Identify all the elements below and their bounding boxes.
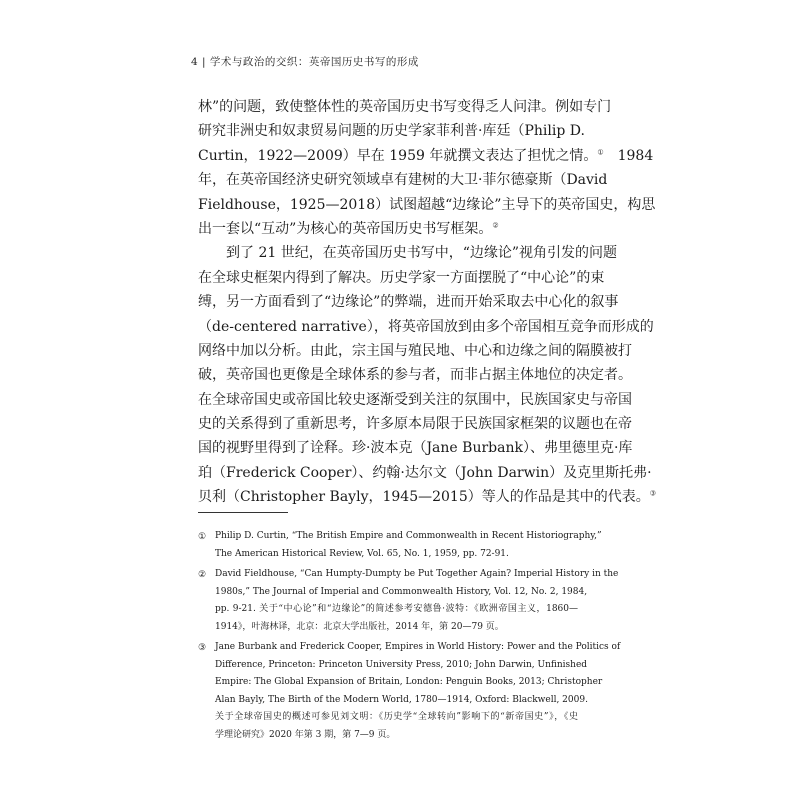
text-line: 破，英帝国也更像是全球体系的参与者，而非占据主体地位的决定者。 <box>198 367 632 384</box>
footnote-line: 关于全球帝国史的概述可参见刘文明：《历史学“全球转向”影响下的“新帝国史”》，《史 <box>215 712 578 722</box>
text-line: 林”的问题，致使整体性的英帝国历史书写变得乏人问津。例如专门 <box>198 99 612 115</box>
footnote-line: Difference, Princeton: Princeton University Press, 2010; John Darwin, Unfinished <box>215 659 588 670</box>
text-line <box>198 217 578 241</box>
footnote-mark: ① <box>198 532 207 542</box>
text-line <box>198 485 657 509</box>
footnote-line: Jane Burbank and Frederick Cooper, Empires in World History: Power and the Politics of <box>215 642 621 652</box>
text-span: 贝利（Christopher Bayly，1945—2015）等人的作品是其中的代表。 <box>198 489 650 506</box>
footnote-1 <box>198 528 602 563</box>
text-line: 国的视野里得到了诠释。珍·波本克（Jane Burbank）、弗里德里克·库 <box>198 440 633 457</box>
text-line: 年，在英帝国经济史研究领域卓有建树的大卫·菲尔德豪斯（David <box>198 172 608 189</box>
footnote-ref[interactable]: ① <box>597 148 604 157</box>
footnote-divider <box>198 512 288 513</box>
main-text <box>198 95 657 510</box>
text-line: 珀（Frederick Cooper）、约翰·达尔文（John Darwin）及克里斯托弗· <box>198 464 652 481</box>
paragraph-1 <box>198 95 656 241</box>
paragraph-2 <box>198 241 657 509</box>
text-line <box>198 144 654 168</box>
running-header: 4 | 学术与政治的交织：英帝国历史书写的形成 <box>191 56 419 68</box>
text-line: 到了 21 世纪，在英帝国历史书写中，“边缘论”视角引发的问题 <box>226 245 618 262</box>
text-span: Curtin，1922—2009）早在 1959 年就撰文表达了担忧之情。 <box>198 147 598 164</box>
text-line: 史的关系得到了重新思考，许多原本局限于民族国家框架的议题也在帝 <box>198 416 632 433</box>
footnote-2 <box>198 566 619 636</box>
text-line: 在全球史框架内得到了解决。历史学家一方面摆脱了“中心论”的束 <box>198 269 605 286</box>
footnote-line: 学理论研究》2020 年第 3 期，第 7—9 页。 <box>215 729 396 740</box>
footnote-line: Empire: The Global Expansion of Britain, London: Penguin Books, 2013; Christopher <box>215 677 603 687</box>
footnote-ref[interactable]: ② <box>492 221 499 230</box>
footnote-line: Alan Bayly, The Birth of the Modern World, 1780—1914, Oxford: Blackwell, 2009. <box>215 694 588 705</box>
footnote-mark: ② <box>198 570 207 580</box>
footnote-3 <box>198 639 621 744</box>
text-span: 1984 <box>617 147 654 164</box>
footnote-ref[interactable]: ③ <box>649 489 657 498</box>
footnote-line: 1914》，叶海林译，北京：北京大学出版社，2014 年，第 20—79 页。 <box>215 621 504 632</box>
text-line: 网络中加以分析。由此，宗主国与殖民地、中心和边缘之间的隔膜被打 <box>198 342 632 359</box>
footnote-line: pp. 9-21. 关于“中心论”和“边缘论”的简述参考安德鲁·波特：《欧洲帝国主义，1860— <box>215 604 578 614</box>
text-line: 缚，另一方面看到了“边缘论”的弊端，进而开始采取去中心化的叙事 <box>198 294 619 311</box>
footnote-line: 1980s,” The Journal of Imperial and Commonwealth History, Vol. 12, No. 2, 1984, <box>215 586 588 597</box>
text-line: 在全球帝国史或帝国比较史逐渐受到关注的氛围中，民族国家史与帝国 <box>198 391 632 408</box>
footnote-line: David Fieldhouse, “Can Humpty-Dumpty be Put Together Again? Imperial History in the <box>215 569 619 579</box>
footnote-line: The American Historical Review, Vol. 65, No. 1, 1959, pp. 72-91. <box>215 548 509 559</box>
text-line: Fieldhouse，1925—2018）试图超越“边缘论”主导下的英帝国史，构思 <box>198 196 656 213</box>
text-line: 研究非洲史和奴隶贸易问题的历史学家菲利普·库廷（Philip D. <box>198 123 585 140</box>
footnote-line: Philip D. Curtin, “The British Empire and Commonwealth in Recent Historiography,” <box>215 531 602 541</box>
text-line: （de-centered narrative），将英帝国放到由多个帝国相互竞争而形成的 <box>198 318 654 335</box>
text-span: 出一套以“互动”为核心的英帝国历史书写框架。 <box>198 220 493 237</box>
footnote-mark: ③ <box>198 643 207 653</box>
footnotes <box>198 528 621 747</box>
